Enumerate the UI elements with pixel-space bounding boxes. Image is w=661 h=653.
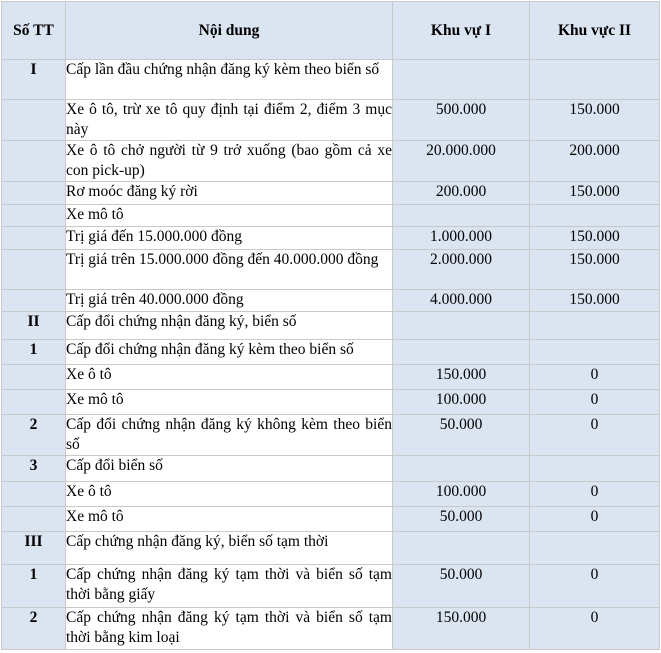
row-stt: [2, 141, 66, 182]
row-stt: 2: [2, 608, 66, 650]
row-stt: 1: [2, 340, 66, 365]
row-zone2: 150.000: [530, 227, 660, 250]
header-content: Nội dung: [66, 2, 393, 60]
row-stt: 2: [2, 415, 66, 456]
row-zone2: [530, 456, 660, 482]
row-zone1: 50.000: [393, 507, 530, 532]
table-row: [2, 507, 660, 532]
row-zone2: 150.000: [530, 250, 660, 290]
row-zone2: 150.000: [530, 182, 660, 205]
row-zone1: 100.000: [393, 390, 530, 415]
table-row: [2, 227, 660, 250]
row-stt: [2, 182, 66, 205]
fee-table: [1, 1, 660, 650]
row-content: Cấp đổi chứng nhận đăng ký kèm theo biển số: [66, 340, 393, 365]
row-zone1: 50.000: [393, 565, 530, 608]
header-zone2: Khu vực II: [530, 2, 660, 60]
row-zone1: [393, 456, 530, 482]
row-content: Xe mô tô: [66, 507, 393, 532]
row-stt: II: [2, 312, 66, 340]
row-content: Xe ô tô: [66, 482, 393, 507]
row-zone2: 0: [530, 507, 660, 532]
row-content: Xe mô tô: [66, 205, 393, 227]
row-zone1: [393, 205, 530, 227]
table-row: [2, 565, 660, 608]
row-zone2: [530, 205, 660, 227]
row-zone2: 150.000: [530, 100, 660, 141]
row-zone2: 0: [530, 365, 660, 390]
row-stt: I: [2, 60, 66, 100]
row-zone2: 0: [530, 415, 660, 456]
row-stt: [2, 290, 66, 312]
table-row: [2, 60, 660, 100]
row-zone2: 0: [530, 390, 660, 415]
row-content: Xe mô tô: [66, 390, 393, 415]
row-content: Xe ô tô chở người từ 9 trở xuống (bao gồm cả xe con pick-up): [66, 141, 393, 182]
row-stt: [2, 507, 66, 532]
row-zone1: 150.000: [393, 608, 530, 650]
row-zone1: 1.000.000: [393, 227, 530, 250]
row-stt: [2, 100, 66, 141]
row-stt: [2, 390, 66, 415]
table-row: [2, 250, 660, 290]
header-row: [2, 2, 660, 60]
row-content: Trị giá đến 15.000.000 đồng: [66, 227, 393, 250]
row-zone1: [393, 532, 530, 565]
row-zone1: 50.000: [393, 415, 530, 456]
row-content: Xe ô tô, trừ xe tô quy định tại điểm 2, điểm 3 mục này: [66, 100, 393, 141]
table-row: [2, 100, 660, 141]
table-row: [2, 312, 660, 340]
row-zone2: 0: [530, 565, 660, 608]
row-content: Cấp đổi chứng nhận đăng ký, biển số: [66, 312, 393, 340]
row-stt: 3: [2, 456, 66, 482]
table-row: [2, 456, 660, 482]
row-content: Cấp đổi biển số: [66, 456, 393, 482]
row-zone2: 0: [530, 482, 660, 507]
row-content: Rơ moóc đăng ký rời: [66, 182, 393, 205]
row-zone1: [393, 312, 530, 340]
row-content: Cấp lần đầu chứng nhận đăng ký kèm theo biển số: [66, 60, 393, 100]
row-stt: III: [2, 532, 66, 565]
table-row: [2, 532, 660, 565]
row-zone2: [530, 60, 660, 100]
row-stt: [2, 250, 66, 290]
table-row: [2, 205, 660, 227]
row-zone1: [393, 60, 530, 100]
row-stt: 1: [2, 565, 66, 608]
row-stt: [2, 365, 66, 390]
table-row: [2, 290, 660, 312]
table-row: [2, 365, 660, 390]
row-content: Cấp chứng nhận đăng ký, biển số tạm thời: [66, 532, 393, 565]
row-zone2: [530, 340, 660, 365]
table-row: [2, 482, 660, 507]
row-zone1: 2.000.000: [393, 250, 530, 290]
row-zone1: 200.000: [393, 182, 530, 205]
row-zone2: [530, 312, 660, 340]
row-stt: [2, 205, 66, 227]
row-zone2: [530, 532, 660, 565]
header-zone1: Khu vự I: [393, 2, 530, 60]
row-zone1: 4.000.000: [393, 290, 530, 312]
row-content: Cấp chứng nhận đăng ký tạm thời và biển số tạm thời bằng kim loại: [66, 608, 393, 650]
row-content: Cấp chứng nhận đăng ký tạm thời và biển số tạm thời bằng giấy: [66, 565, 393, 608]
row-zone1: 20.000.000: [393, 141, 530, 182]
table-row: [2, 415, 660, 456]
row-zone2: 200.000: [530, 141, 660, 182]
row-zone2: 0: [530, 608, 660, 650]
table-row: [2, 608, 660, 650]
row-content: Xe ô tô: [66, 365, 393, 390]
row-content: Trị giá trên 15.000.000 đồng đến 40.000.000 đồng: [66, 250, 393, 290]
table-row: [2, 340, 660, 365]
table-row: [2, 141, 660, 182]
row-stt: [2, 227, 66, 250]
row-zone1: [393, 340, 530, 365]
row-stt: [2, 482, 66, 507]
table-row: [2, 182, 660, 205]
row-content: Cấp đổi chứng nhận đăng ký không kèm theo biển số: [66, 415, 393, 456]
header-stt: Số TT: [2, 2, 66, 60]
table-row: [2, 390, 660, 415]
row-zone1: 100.000: [393, 482, 530, 507]
row-zone2: 150.000: [530, 290, 660, 312]
row-content: Trị giá trên 40.000.000 đồng: [66, 290, 393, 312]
row-zone1: 500.000: [393, 100, 530, 141]
row-zone1: 150.000: [393, 365, 530, 390]
